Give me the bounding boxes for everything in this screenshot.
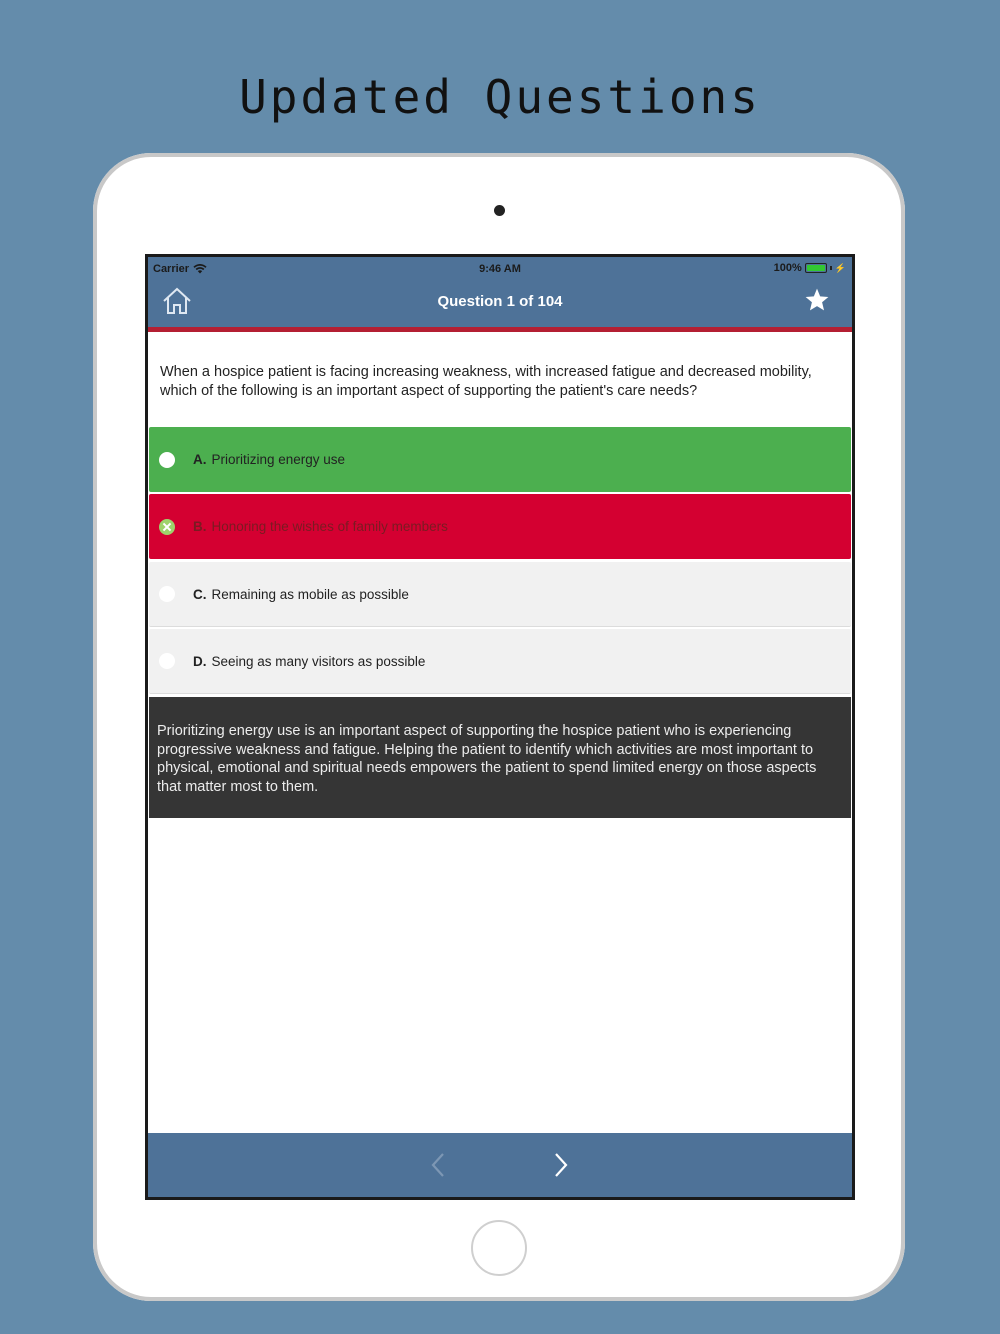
question-text: When a hospice patient is facing increasing weakness, with increased fatigue and decreased mobility, which of the following is an important aspect of supporting the patient's care needs? — [160, 364, 812, 399]
answer-letter: B. — [193, 519, 207, 534]
battery-indicator — [774, 262, 846, 274]
answer-option-d[interactable] — [149, 629, 851, 694]
star-icon[interactable] — [804, 287, 830, 313]
answer-text: Remaining as mobile as possible — [211, 586, 409, 602]
camera-dot — [494, 205, 505, 216]
answer-letter: D. — [193, 653, 207, 669]
device-screen — [145, 254, 855, 1200]
answer-option-c[interactable] — [149, 562, 851, 627]
status-time: 9:46 AM — [479, 263, 521, 275]
incorrect-x-icon — [159, 519, 175, 535]
chevron-left-icon[interactable] — [428, 1151, 448, 1179]
status-bar — [148, 261, 852, 277]
answer-text: Prioritizing energy use — [211, 452, 346, 467]
question-counter-title: Question 1 of 104 — [437, 293, 563, 310]
device-home-button[interactable] — [471, 1220, 527, 1276]
radio-icon — [159, 452, 175, 468]
chevron-right-icon[interactable] — [551, 1151, 571, 1179]
promo-headline: Updated Questions — [239, 70, 761, 124]
answer-letter: C. — [193, 586, 207, 602]
app-screen — [148, 257, 852, 1197]
bottom-toolbar — [148, 1133, 852, 1197]
carrier-label: Carrier — [153, 263, 190, 275]
answer-option-a[interactable] — [149, 427, 851, 492]
navigation-bar — [148, 257, 852, 327]
charging-icon: ⚡ — [834, 262, 846, 273]
battery-percent: 100% — [773, 262, 802, 274]
answer-text: Seeing as many visitors as possible — [211, 653, 426, 669]
answer-option-b[interactable] — [149, 494, 851, 559]
nav-accent-stripe — [148, 327, 852, 332]
radio-icon — [159, 653, 175, 669]
radio-icon — [159, 586, 175, 602]
explanation-panel — [149, 697, 851, 818]
answer-text: Honoring the wishes of family members — [211, 519, 448, 534]
battery-icon — [805, 263, 827, 273]
answer-letter: A. — [193, 452, 207, 467]
explanation-text: Prioritizing energy use is an important aspect of supporting the hospice patient who is experiencing progressive weakness and fatigue. Helping the patient to identify which activities are most important to physical, emotional and spiritual needs empowers the patient to spend limited energy on those aspects that matter most to them. — [157, 723, 817, 795]
